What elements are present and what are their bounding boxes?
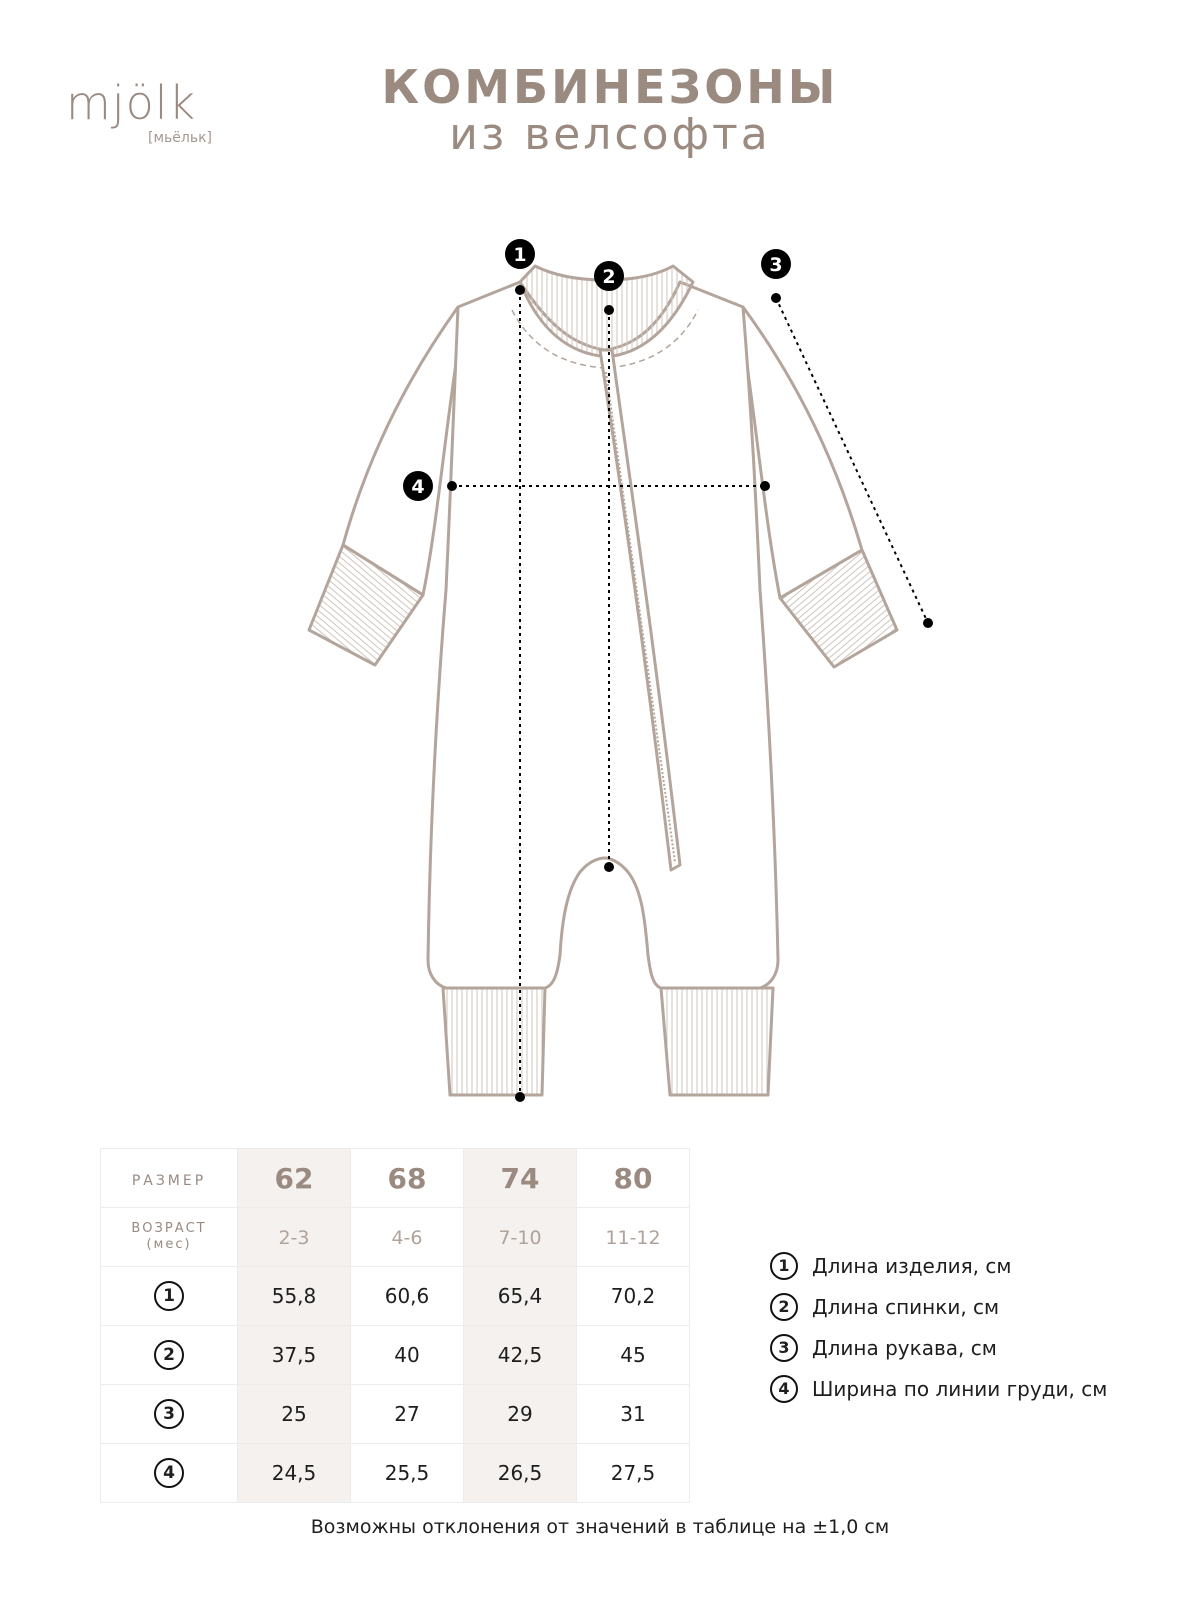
value-cell: 26,5 [464, 1444, 577, 1503]
legend-text: Длина рукава, см [812, 1335, 997, 1360]
value-cell: 42,5 [464, 1326, 577, 1385]
age-value: 2-3 [278, 1227, 310, 1249]
legend-text: Ширина по линии груди, см [812, 1376, 1108, 1401]
dot-3-bottom [923, 618, 933, 628]
table-row [101, 1385, 690, 1444]
legend-marker: 3 [770, 1334, 798, 1362]
legend-item [770, 1245, 1107, 1286]
age-header-cell [101, 1208, 238, 1267]
age-cell [351, 1208, 464, 1267]
row-marker-cell [101, 1444, 238, 1503]
marker-2 [594, 261, 624, 291]
value-cell: 27,5 [577, 1444, 690, 1503]
size-cell [577, 1149, 690, 1208]
value-cell: 31 [577, 1385, 690, 1444]
legend-item [770, 1368, 1107, 1409]
value-cell: 65,4 [464, 1267, 577, 1326]
svg-text:4: 4 [411, 476, 425, 498]
value-cell: 55,8 [238, 1267, 351, 1326]
svg-text:2: 2 [602, 266, 616, 288]
page-subtitle: из велсофта [449, 109, 771, 160]
row-marker: 4 [154, 1458, 184, 1488]
age-cell [464, 1208, 577, 1267]
age-value: 4-6 [391, 1227, 423, 1249]
size-header-cell [101, 1149, 238, 1208]
value-cell: 27 [351, 1385, 464, 1444]
legend-marker: 1 [770, 1252, 798, 1280]
value-cell: 40 [351, 1326, 464, 1385]
dot-1-top [515, 285, 525, 295]
value-cell: 37,5 [238, 1326, 351, 1385]
age-header-label: ВОЗРАСТ [131, 1221, 207, 1236]
value-cell: 24,5 [238, 1444, 351, 1503]
logo-wordmark: mjölk [66, 76, 197, 130]
size-value: 62 [274, 1161, 314, 1195]
row-marker-cell [101, 1267, 238, 1326]
marker-4 [403, 471, 433, 501]
dot-2-bottom [604, 862, 614, 872]
left-sleeve [343, 307, 461, 595]
measurement-legend [770, 1245, 1107, 1409]
value-cell: 29 [464, 1385, 577, 1444]
body-panel [428, 282, 778, 988]
legend-marker: 4 [770, 1375, 798, 1403]
dot-3-top [771, 293, 781, 303]
age-cell [577, 1208, 690, 1267]
age-value: 7-10 [498, 1227, 542, 1249]
tolerance-note: Возможны отклонения от значений в таблице на ±1,0 см [310, 1516, 890, 1538]
age-value: 11-12 [605, 1227, 661, 1249]
marker-3 [761, 249, 791, 279]
legend-text: Длина спинки, см [812, 1294, 1000, 1319]
legend-text: Длина изделия, см [812, 1253, 1012, 1278]
right-sleeve [742, 307, 862, 598]
legend-marker: 2 [770, 1293, 798, 1321]
size-cell [238, 1149, 351, 1208]
table-row-sizes [101, 1149, 690, 1208]
value-cell: 70,2 [577, 1267, 690, 1326]
legend-item [770, 1327, 1107, 1368]
dot-2-top [604, 305, 614, 315]
marker-1 [505, 239, 535, 269]
table-row [101, 1267, 690, 1326]
dot-4-left [447, 481, 457, 491]
left-leg-cuff [443, 988, 545, 1095]
page-title: КОМБИНЕЗОНЫ [381, 60, 839, 114]
age-cell [238, 1208, 351, 1267]
svg-text:1: 1 [513, 244, 527, 266]
age-header-unit: (мес) [146, 1237, 192, 1252]
dot-1-bottom [515, 1092, 525, 1102]
value-cell: 25 [238, 1385, 351, 1444]
row-marker: 3 [154, 1399, 184, 1429]
size-value: 68 [387, 1161, 427, 1195]
value-cell: 25,5 [351, 1444, 464, 1503]
size-header-label: РАЗМЕР [131, 1173, 207, 1189]
row-marker: 1 [154, 1281, 184, 1311]
garment-outline [309, 266, 897, 1095]
size-cell [464, 1149, 577, 1208]
row-marker: 2 [154, 1340, 184, 1370]
value-cell: 45 [577, 1326, 690, 1385]
dot-4-right [760, 481, 770, 491]
row-marker-cell [101, 1385, 238, 1444]
table-row-ages [101, 1208, 690, 1267]
table-row [101, 1444, 690, 1503]
svg-text:3: 3 [769, 254, 783, 276]
logo-transliteration: [мьёльк] [148, 130, 213, 146]
size-value: 74 [500, 1161, 540, 1195]
size-value: 80 [613, 1161, 653, 1195]
size-cell [351, 1149, 464, 1208]
value-cell: 60,6 [351, 1267, 464, 1326]
size-table [100, 1148, 690, 1503]
row-marker-cell [101, 1326, 238, 1385]
right-leg-cuff [661, 988, 773, 1095]
table-row [101, 1326, 690, 1385]
legend-item [770, 1286, 1107, 1327]
